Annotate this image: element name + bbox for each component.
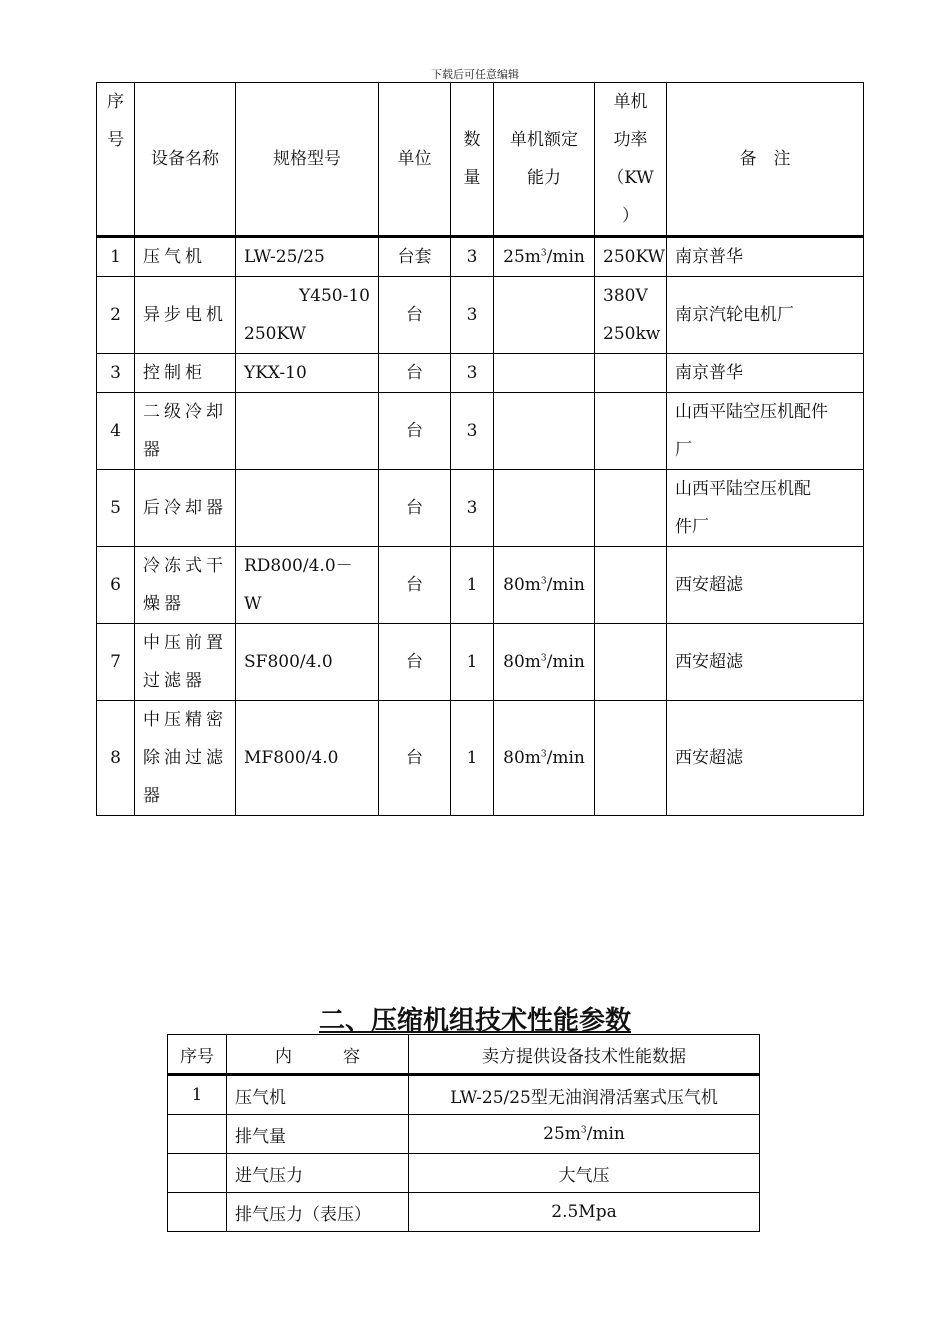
cell-no: 3: [97, 354, 135, 393]
cell-no: 1: [168, 1075, 227, 1115]
cell-no: [168, 1154, 227, 1193]
cell-name: 中压前置 过滤器: [135, 624, 236, 701]
cell-name: 异步电机: [135, 277, 236, 354]
cell-power: [595, 393, 667, 470]
table-row: [97, 701, 864, 816]
cell-no: 8: [97, 701, 135, 816]
cell-capacity: [494, 277, 595, 354]
cell-capacity: $80m^3/\min$: [494, 547, 595, 624]
cell-qty: 1: [451, 701, 494, 816]
cell-spec: [236, 393, 379, 470]
cell-note: 南京普华: [667, 237, 864, 277]
cell-qty: 3: [451, 470, 494, 547]
cell-spec: MF800/4.0: [236, 701, 379, 816]
header-unit: 单位: [379, 83, 451, 237]
cell-content: 排气量: [227, 1115, 409, 1154]
cell-note: 西安超滤: [667, 701, 864, 816]
cell-note: 西安超滤: [667, 547, 864, 624]
cell-qty: 1: [451, 624, 494, 701]
cell-no: 2: [97, 277, 135, 354]
cell-capacity: $80m^3/\min$: [494, 701, 595, 816]
cell-power: [595, 547, 667, 624]
table-row: [97, 393, 864, 470]
header-name: 设备名称: [135, 83, 236, 237]
equipment-table: [96, 82, 864, 816]
cell-power: 250KW: [595, 237, 667, 277]
performance-table: [167, 1034, 760, 1232]
cell-spec: RD800/4.0－W: [236, 547, 379, 624]
cell-content: 排气压力（表压）: [227, 1193, 409, 1232]
cell-data: 2.5Mpa: [409, 1193, 760, 1232]
table-row: [168, 1154, 760, 1193]
cell-capacity: [494, 393, 595, 470]
cell-spec: LW-25/25: [236, 237, 379, 277]
cell-unit: 台套: [379, 237, 451, 277]
cell-unit: 台: [379, 701, 451, 816]
table-row: [97, 354, 864, 393]
table-row: [168, 1193, 760, 1232]
table-row: [97, 470, 864, 547]
cell-unit: 台: [379, 393, 451, 470]
cell-no: 4: [97, 393, 135, 470]
cell-qty: 3: [451, 393, 494, 470]
cell-name: 后冷却器: [135, 470, 236, 547]
header-qty: 数 量: [451, 83, 494, 237]
table-row: [168, 1115, 760, 1154]
cell-qty: 3: [451, 277, 494, 354]
cell-name: 冷冻式干 燥器: [135, 547, 236, 624]
cell-note: 西安超滤: [667, 624, 864, 701]
cell-name: 控制柜: [135, 354, 236, 393]
cell-data: 大气压: [409, 1154, 760, 1193]
table-row: [97, 277, 864, 354]
cell-power: [595, 470, 667, 547]
cell-note: 山西平陆空压机配 件厂: [667, 470, 864, 547]
cell-no: 7: [97, 624, 135, 701]
cell-unit: 台: [379, 624, 451, 701]
cell-spec: Y450-10 250KW: [236, 277, 379, 354]
page-header: 下载后可任意编辑: [431, 68, 519, 81]
header-content: 内 容: [227, 1035, 409, 1075]
cell-qty: 3: [451, 354, 494, 393]
cell-spec: [236, 470, 379, 547]
cell-capacity: [494, 470, 595, 547]
cell-note: 南京汽轮电机厂: [667, 277, 864, 354]
cell-unit: 台: [379, 470, 451, 547]
cell-no: [168, 1193, 227, 1232]
table-header-row: [97, 83, 864, 237]
cell-name: 二级冷却 器: [135, 393, 236, 470]
cell-name: 压气机: [135, 237, 236, 277]
cell-power: [595, 624, 667, 701]
cell-name: 中压精密 除油过滤 器: [135, 701, 236, 816]
header-no: 序 号: [97, 83, 135, 237]
cell-note: 山西平陆空压机配件 厂: [667, 393, 864, 470]
cell-capacity: $25m^3/\min$: [494, 237, 595, 277]
cell-spec: SF800/4.0: [236, 624, 379, 701]
header-spec: 规格型号: [236, 83, 379, 237]
cell-power: [595, 354, 667, 393]
cell-capacity: [494, 354, 595, 393]
cell-no: 1: [97, 237, 135, 277]
cell-data: LW-25/25型无油润滑活塞式压气机: [409, 1075, 760, 1115]
cell-no: 5: [97, 470, 135, 547]
header-capacity: 单机额定 能力: [494, 83, 595, 237]
cell-unit: 台: [379, 547, 451, 624]
header-note: 备 注: [667, 83, 864, 237]
header-no: 序号: [168, 1035, 227, 1075]
cell-unit: 台: [379, 354, 451, 393]
table-row: [168, 1075, 760, 1115]
cell-content: 压气机: [227, 1075, 409, 1115]
cell-qty: 3: [451, 237, 494, 277]
cell-no: 6: [97, 547, 135, 624]
cell-note: 南京普华: [667, 354, 864, 393]
header-power: 单机 功率 （KW ）: [595, 83, 667, 237]
cell-power: 380V 250kw: [595, 277, 667, 354]
section-title: 二、压缩机组技术性能参数: [318, 1006, 631, 1036]
cell-capacity: $80m^3/\min$: [494, 624, 595, 701]
cell-data: $25m^3/\min$: [409, 1115, 760, 1154]
cell-power: [595, 701, 667, 816]
table-row: [97, 547, 864, 624]
cell-unit: 台: [379, 277, 451, 354]
cell-spec: YKX-10: [236, 354, 379, 393]
cell-content: 进气压力: [227, 1154, 409, 1193]
header-data: 卖方提供设备技术性能数据: [409, 1035, 760, 1075]
cell-no: [168, 1115, 227, 1154]
table-header-row: [168, 1035, 760, 1075]
cell-qty: 1: [451, 547, 494, 624]
table-row: [97, 624, 864, 701]
table-row: [97, 237, 864, 277]
